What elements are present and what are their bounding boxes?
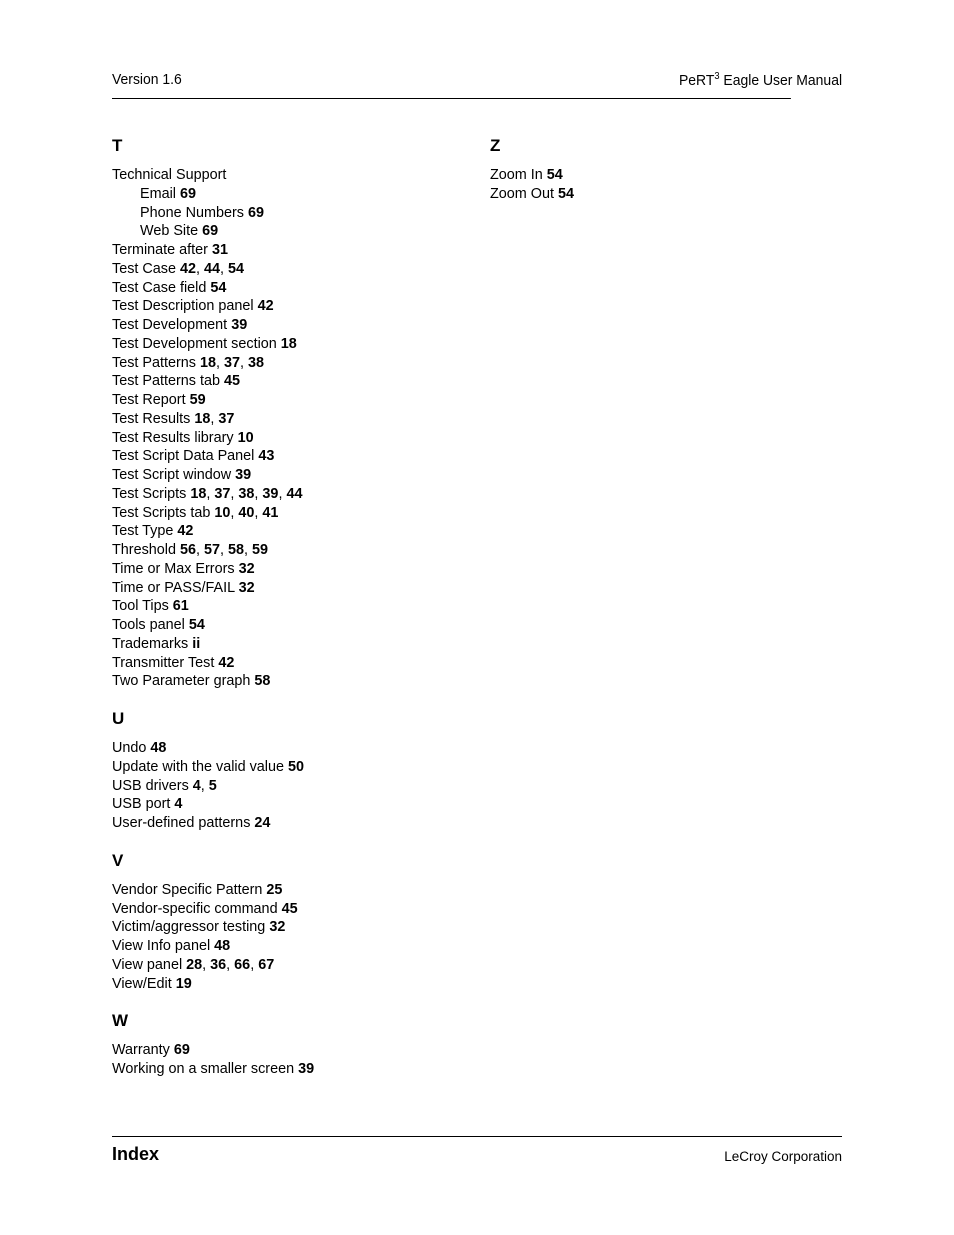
index-term: Test Script Data Panel [112, 448, 255, 465]
index-term: Test Type [112, 523, 174, 540]
index-term: Tool Tips [112, 598, 169, 615]
page-number: 67 [258, 956, 275, 973]
page-number: 54 [546, 167, 563, 183]
index-entry [112, 316, 472, 335]
page-number: 45 [224, 373, 241, 390]
index-term: Victim/aggressor testing [112, 919, 266, 936]
page-number: 48 [214, 938, 231, 954]
page-number: 59 [252, 542, 269, 558]
index-term: User-defined patterns [112, 815, 251, 831]
page-number: 44 [286, 485, 303, 502]
index-entry [112, 881, 472, 900]
page-number: 54 [557, 185, 574, 202]
section-letter: Z [490, 136, 501, 155]
page-number: 54 [188, 617, 205, 633]
index-entry: Test Patterns 18, 37, 38 [112, 354, 265, 371]
index-entry [112, 560, 472, 579]
index-entry [112, 372, 472, 391]
page-number: 39 [235, 467, 252, 483]
page-number: 37 [224, 354, 241, 371]
page-number: 69 [173, 1042, 190, 1059]
index-term: Test Scripts [112, 485, 187, 502]
index-term: Zoom Out [490, 185, 554, 202]
index-term: Threshold [112, 542, 176, 558]
page-number: 37 [218, 410, 235, 427]
page-number: 66 [234, 956, 251, 973]
index-term: Test Description panel [112, 298, 254, 315]
index-term: Test Patterns [112, 354, 196, 371]
index-term: Web Site [140, 223, 199, 240]
index-entry [112, 795, 472, 814]
index-entry [112, 739, 472, 758]
index-entry [112, 579, 472, 598]
page-number: 42 [218, 654, 235, 671]
page-number: 18 [199, 354, 216, 371]
index-term: Undo [112, 740, 147, 756]
page-number: 54 [210, 279, 227, 296]
footer-section-title: Index [112, 1144, 160, 1164]
page-number: 44 [204, 260, 221, 277]
page-number: 4 [174, 796, 183, 813]
section-letter: V [112, 850, 124, 870]
page-number: 42 [179, 260, 196, 277]
page-number: 58 [254, 673, 271, 690]
page-number: 39 [262, 485, 279, 502]
page-number: 4 [192, 777, 201, 794]
index-entry [112, 522, 472, 541]
page-number: 19 [175, 975, 192, 992]
page-number: 39 [298, 1061, 315, 1077]
page-number: 56 [180, 542, 197, 558]
index-term: Test Report [112, 392, 186, 408]
index-entry [112, 597, 472, 616]
index-entry [112, 900, 472, 919]
index-entry [112, 672, 472, 691]
index-entry: Threshold 56, 57, 58, 59 [112, 542, 269, 558]
index-entry [112, 1041, 472, 1060]
page-number: 39 [231, 317, 248, 333]
index-term: View Info panel [112, 938, 211, 954]
index-entry: Test Results 18, 37 [112, 410, 235, 427]
index-term: Working on a smaller screen [112, 1061, 295, 1077]
index-term: Two Parameter graph [112, 673, 251, 690]
index-term: Test Results library [112, 429, 234, 446]
index-entry [112, 814, 472, 833]
page-number: 57 [204, 542, 221, 558]
page-number: 54 [228, 260, 245, 277]
index-entry [112, 918, 472, 937]
page-number: 42 [257, 298, 274, 315]
index-left-column [112, 136, 472, 1079]
index-entry: Test Case 42, 44, 54 [112, 260, 245, 277]
page-number: 18 [280, 335, 297, 352]
index-section-t [112, 136, 472, 691]
page-number: 5 [208, 777, 217, 794]
index-term: View panel [112, 956, 183, 973]
index-entry [112, 758, 472, 777]
page-number: 59 [189, 392, 206, 408]
page-number: 69 [202, 223, 219, 240]
index-term: Test Scripts tab [112, 504, 211, 521]
page-number: 10 [237, 429, 254, 446]
page-number: 50 [288, 758, 305, 775]
version-label: Version 1.6 [112, 71, 182, 88]
section-letter: T [112, 136, 123, 155]
index-entry [112, 635, 472, 654]
manual-title-superscript: 3 [714, 71, 720, 82]
page-footer [112, 1136, 842, 1164]
section-letter: U [112, 709, 125, 728]
page-number: 36 [210, 956, 227, 973]
index-term: Warranty [112, 1042, 170, 1059]
index-term: Terminate after [112, 242, 208, 258]
index-entry [112, 297, 472, 316]
page-number: 48 [150, 740, 167, 756]
page-number: 69 [248, 204, 265, 221]
index-entry [112, 279, 472, 298]
index-entry [112, 241, 472, 260]
page-number: 32 [238, 560, 255, 577]
page-number: 24 [254, 815, 271, 831]
index-entry: USB drivers 4, 5 [112, 777, 217, 794]
index-entry [112, 429, 472, 448]
page-header [112, 66, 843, 99]
page-number: 31 [211, 242, 228, 258]
index-section-z [490, 136, 840, 204]
index-term: Test Script window [112, 467, 232, 483]
index-term: Transmitter Test [112, 654, 215, 671]
page-number: 41 [262, 504, 279, 521]
page-number: ii [192, 635, 201, 652]
index-term: Test Development section [112, 335, 277, 352]
index-term: Zoom In [490, 167, 543, 183]
index-section-u [112, 709, 472, 833]
index-entry [112, 335, 472, 354]
page-number: 42 [177, 523, 194, 540]
index-entry [112, 654, 472, 673]
index-subentry [112, 204, 472, 223]
index-entry [490, 185, 840, 204]
page-number: 32 [238, 579, 255, 596]
index-entry [112, 937, 472, 956]
index-term: Trademarks [112, 635, 189, 652]
index-term: Vendor Specific Pattern [112, 881, 263, 898]
index-term: USB drivers [112, 777, 189, 794]
index-entry [112, 466, 472, 485]
manual-title: PeRT$^3$ Eagle User Manual [678, 71, 843, 89]
index-term: Update with the valid value [112, 758, 284, 775]
page-number: 18 [194, 410, 211, 427]
index-term: USB port [112, 796, 171, 813]
index-term: Phone Numbers [140, 204, 244, 221]
index-term: Test Case [112, 260, 176, 277]
page-number: 32 [269, 919, 286, 936]
index-entry [112, 166, 472, 185]
page-number: 45 [281, 900, 298, 917]
index-entry: Test Scripts 18, 37, 38, 39, 44 [112, 485, 303, 502]
index-entry [112, 391, 472, 410]
index-term: Test Case field [112, 279, 207, 296]
index-entry [112, 975, 472, 994]
index-entry: View panel 28, 36, 66, 67 [112, 956, 275, 973]
index-term: Test Patterns tab [112, 373, 220, 390]
index-section-v [112, 851, 472, 994]
page-number: 38 [238, 485, 255, 502]
index-entry [490, 166, 840, 185]
page-number: 25 [266, 881, 283, 898]
index-entry: Test Scripts tab 10, 40, 41 [112, 504, 279, 521]
index-right-column [490, 136, 840, 204]
page-number: 28 [186, 956, 203, 973]
index-term: Test Results [112, 410, 191, 427]
index-entry [112, 1060, 472, 1079]
page-number: 61 [172, 598, 189, 615]
index-term: Time or Max Errors [112, 560, 235, 577]
page-number: 43 [258, 448, 275, 465]
page-number: 18 [190, 485, 207, 502]
page-number: 37 [214, 485, 231, 502]
index-term: Time or PASS/FAIL [112, 579, 235, 596]
index-subentry [112, 185, 472, 204]
index-term: Vendor-specific command [112, 900, 278, 917]
index-section-w [112, 1011, 472, 1079]
index-term: Test Development [112, 317, 228, 333]
index-term: Email [140, 185, 176, 202]
page-number: 38 [248, 354, 265, 371]
index-term: Tools panel [112, 617, 185, 633]
index-entry [112, 447, 472, 466]
section-letter: W [112, 1011, 129, 1031]
page-number: 10 [214, 504, 231, 521]
footer-company: LeCroy Corporation [724, 1149, 842, 1164]
index-term: View/Edit [112, 975, 172, 992]
page-number: 69 [179, 185, 196, 202]
index-subentry [112, 222, 472, 241]
page-number: 40 [238, 504, 255, 521]
index-entry [112, 616, 472, 635]
page-number: 58 [228, 542, 245, 558]
index-term: Technical Support [112, 167, 227, 183]
